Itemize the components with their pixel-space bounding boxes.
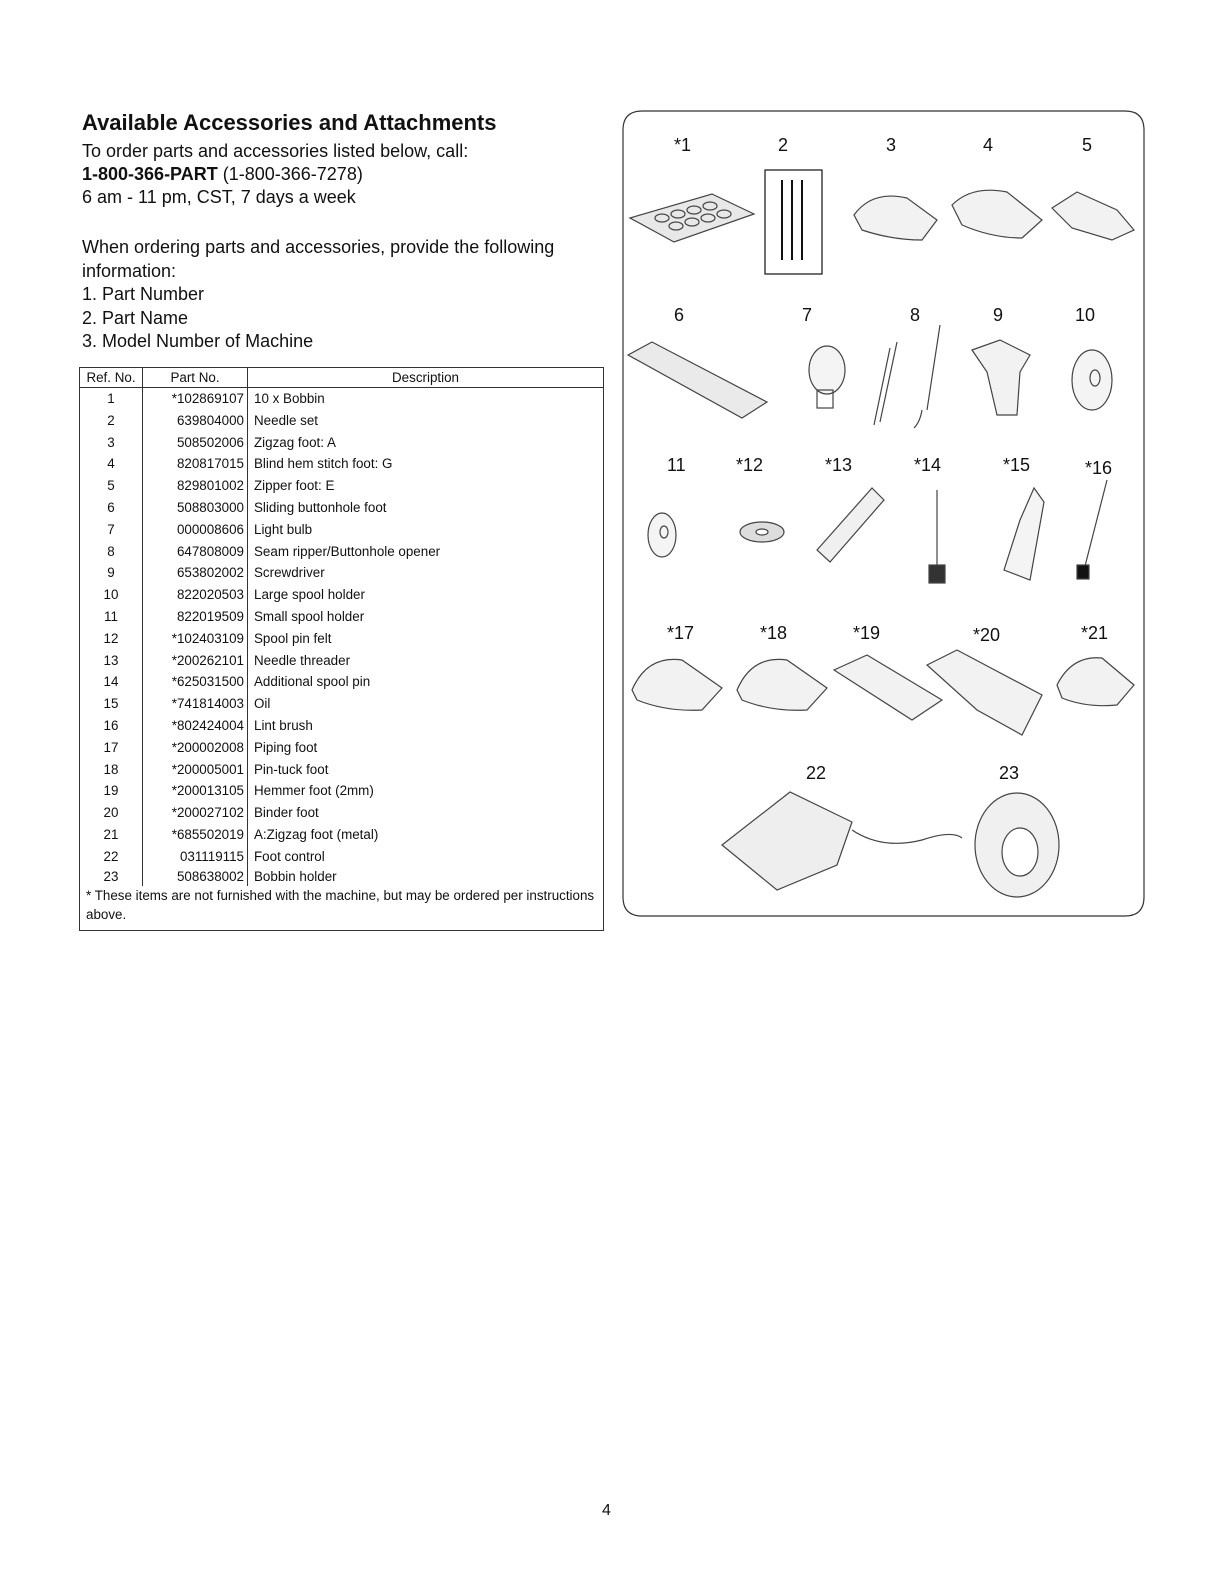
ordering-block	[82, 236, 612, 354]
illustration-number-label: *1	[674, 135, 692, 155]
description-cell: Seam ripper/Buttonhole opener	[254, 543, 441, 559]
illustration-number-label: 10	[1075, 305, 1096, 325]
description-cell: Binder foot	[254, 805, 319, 821]
header-ref-no: Ref. No.	[80, 368, 143, 388]
ref-cell: 20	[80, 802, 143, 824]
table-row	[80, 715, 604, 737]
part-number-cell: 031119115	[143, 846, 248, 868]
additional-spool-pin-illustration	[929, 490, 945, 583]
illustration-number-label: 7	[802, 305, 813, 325]
ref-cell: 3	[80, 432, 143, 454]
part-number-cell: 829801002	[143, 475, 248, 497]
header-part-no: Part No.	[143, 368, 248, 388]
part-number-cell: *625031500	[143, 671, 248, 693]
needle-threader-illustration	[817, 488, 884, 562]
illustration-number-label: 3	[886, 135, 897, 155]
hemmer-foot-illustration	[834, 655, 942, 720]
description-cell: Piping foot	[254, 739, 318, 755]
ref-cell: 10	[80, 584, 143, 606]
description-cell: Additional spool pin	[254, 674, 371, 690]
light-bulb-illustration	[809, 346, 845, 408]
table-row	[80, 868, 604, 886]
ref-cell: 13	[80, 650, 143, 672]
zigzag-foot-a-illustration	[854, 196, 937, 240]
part-number-cell: *200002008	[143, 737, 248, 759]
ref-cell: 6	[80, 497, 143, 519]
table-row	[80, 497, 604, 519]
illustration-number-label: *16	[1085, 458, 1113, 478]
description-cell: Foot control	[254, 848, 325, 864]
description-cell: Small spool holder	[254, 608, 365, 624]
illustration-number-label: *15	[1003, 455, 1031, 475]
description-cell: Needle set	[254, 412, 319, 428]
ref-cell: 7	[80, 519, 143, 541]
illustration-number-label: 2	[778, 135, 789, 155]
table-row	[80, 410, 604, 432]
illustration-number-label: 5	[1082, 135, 1093, 155]
ref-cell: 9	[80, 562, 143, 584]
illustration-number-label: *14	[914, 455, 942, 475]
footnote-row	[80, 886, 604, 931]
bobbins-illustration	[630, 194, 754, 242]
description-cell: Lint brush	[254, 717, 313, 733]
zigzag-foot-metal-illustration	[1057, 658, 1134, 706]
large-spool-holder-illustration	[1072, 350, 1112, 410]
description-cell: Spool pin felt	[254, 630, 332, 646]
table-row	[80, 824, 604, 846]
illustration-number-label: *21	[1081, 623, 1109, 643]
seam-ripper-illustration	[874, 325, 940, 428]
part-number-cell: *200262101	[143, 650, 248, 672]
table-row	[80, 519, 604, 541]
ref-cell: 17	[80, 737, 143, 759]
description-cell: Zipper foot: E	[254, 478, 335, 494]
ref-cell: 12	[80, 628, 143, 650]
parts-table	[79, 367, 604, 931]
zipper-foot-illustration	[1052, 192, 1134, 240]
ref-cell: 19	[80, 780, 143, 802]
description-cell: Sliding buttonhole foot	[254, 499, 387, 515]
part-number-cell: *102869107	[143, 388, 248, 410]
illustration-number-label: *18	[760, 623, 788, 643]
intro-block	[82, 140, 468, 209]
part-number-cell: *200013105	[143, 780, 248, 802]
page-title: Available Accessories and Attachments	[82, 110, 497, 135]
binder-foot-illustration	[927, 650, 1042, 735]
description-cell: Large spool holder	[254, 587, 365, 603]
part-number-cell: 508502006	[143, 432, 248, 454]
ref-cell: 11	[80, 606, 143, 628]
ordering-item: 3. Model Number of Machine	[82, 331, 314, 351]
description-cell: Light bulb	[254, 521, 313, 537]
oil-bottle-illustration	[1004, 488, 1044, 580]
table-row	[80, 737, 604, 759]
ordering-text: When ordering parts and accessories, provide the following information:	[82, 237, 555, 281]
phone-bold: 1-800-366-PART	[82, 164, 218, 184]
table-row	[80, 606, 604, 628]
table-row	[80, 759, 604, 781]
part-number-cell: 647808009	[143, 541, 248, 563]
lint-brush-illustration	[1077, 480, 1107, 579]
ordering-item: 2. Part Name	[82, 307, 189, 328]
illustration-number-label: 23	[999, 763, 1020, 783]
part-number-cell: *685502019	[143, 824, 248, 846]
illustration-number-label: 11	[667, 455, 686, 475]
table-row	[80, 846, 604, 868]
illustration-number-label: *13	[825, 455, 853, 475]
small-spool-holder-illustration	[648, 513, 676, 557]
description-cell: Blind hem stitch foot: G	[254, 456, 393, 472]
table-row	[80, 802, 604, 824]
ref-cell: 14	[80, 671, 143, 693]
illustration-number-label: *19	[853, 623, 881, 643]
table-row	[80, 693, 604, 715]
needle-set-illustration	[765, 170, 822, 274]
table-row	[80, 628, 604, 650]
buttonhole-foot-illustration	[628, 342, 767, 418]
table-body	[80, 388, 604, 931]
part-number-cell: 820817015	[143, 453, 248, 475]
table-row	[80, 388, 604, 410]
table-header-row	[80, 368, 604, 388]
phone-number	[82, 163, 468, 186]
bobbin-holder-illustration	[975, 793, 1059, 897]
description-cell: A:Zigzag foot (metal)	[254, 826, 379, 842]
illustration-number-label: *17	[667, 623, 695, 643]
ref-cell: 23	[80, 868, 143, 886]
part-number-cell: *102403109	[143, 628, 248, 650]
part-number-cell: 639804000	[143, 410, 248, 432]
ref-cell: 2	[80, 410, 143, 432]
table-row	[80, 541, 604, 563]
part-number-cell: 822020503	[143, 584, 248, 606]
table-row	[80, 671, 604, 693]
description-cell: Pin-tuck foot	[254, 761, 329, 777]
blind-hem-foot-illustration	[952, 190, 1042, 238]
part-number-cell: 822019509	[143, 606, 248, 628]
illustration-number-label: 22	[806, 763, 827, 783]
illustration-number-label: *12	[736, 455, 764, 475]
description-cell: Oil	[254, 696, 271, 712]
ref-cell: 4	[80, 453, 143, 475]
description-cell: Needle threader	[254, 652, 351, 668]
hours-text: 6 am - 11 pm, CST, 7 days a week	[82, 187, 356, 207]
part-number-cell: *200027102	[143, 802, 248, 824]
part-number-cell: 508803000	[143, 497, 248, 519]
illustration-number-label: 8	[910, 305, 921, 325]
table-row	[80, 453, 604, 475]
part-number-cell: 653802002	[143, 562, 248, 584]
ref-cell: 1	[80, 388, 143, 410]
ref-cell: 22	[80, 846, 143, 868]
table-row	[80, 432, 604, 454]
illustration-number-label: 4	[983, 135, 994, 155]
illustration-number-label: *20	[973, 625, 1001, 645]
description-cell: Hemmer foot (2mm)	[254, 783, 374, 799]
page-number: 4	[602, 1502, 611, 1519]
description-cell: Bobbin holder	[254, 868, 337, 884]
description-cell: Screwdriver	[254, 565, 325, 581]
table-row	[80, 475, 604, 497]
intro-call-text: To order parts and accessories listed below, call:	[82, 141, 469, 161]
ordering-list	[82, 283, 612, 354]
ref-cell: 15	[80, 693, 143, 715]
description-cell: 10 x Bobbin	[254, 391, 325, 406]
ref-cell: 5	[80, 475, 143, 497]
part-number-cell: *802424004	[143, 715, 248, 737]
header-description: Description	[248, 368, 604, 388]
part-number-cell: 000008606	[143, 519, 248, 541]
table-row	[80, 584, 604, 606]
ordering-item: 1. Part Number	[82, 284, 205, 304]
pin-tuck-foot-illustration	[737, 659, 827, 710]
table-row	[80, 562, 604, 584]
ref-cell: 16	[80, 715, 143, 737]
ref-cell: 21	[80, 824, 143, 846]
spool-pin-felt-illustration	[740, 522, 784, 542]
piping-foot-illustration	[632, 659, 722, 710]
phone-digits: (1-800-366-7278)	[217, 164, 363, 184]
table-row	[80, 780, 604, 802]
part-number-cell: 508638002	[143, 868, 248, 886]
table-row	[80, 650, 604, 672]
ref-cell: 8	[80, 541, 143, 563]
part-number-cell: *200005001	[143, 759, 248, 781]
screwdriver-illustration	[972, 340, 1030, 415]
part-number-cell: *741814003	[143, 693, 248, 715]
foot-control-illustration	[722, 792, 962, 890]
illustration-number-label: 9	[993, 305, 1004, 325]
illustration-number-label: 6	[674, 305, 685, 325]
accessories-illustration-panel	[622, 110, 1145, 917]
footnote: * These items are not furnished with the machine, but may be ordered per instructions above.	[86, 887, 595, 922]
description-cell: Zigzag foot: A	[254, 434, 336, 450]
ref-cell: 18	[80, 759, 143, 781]
